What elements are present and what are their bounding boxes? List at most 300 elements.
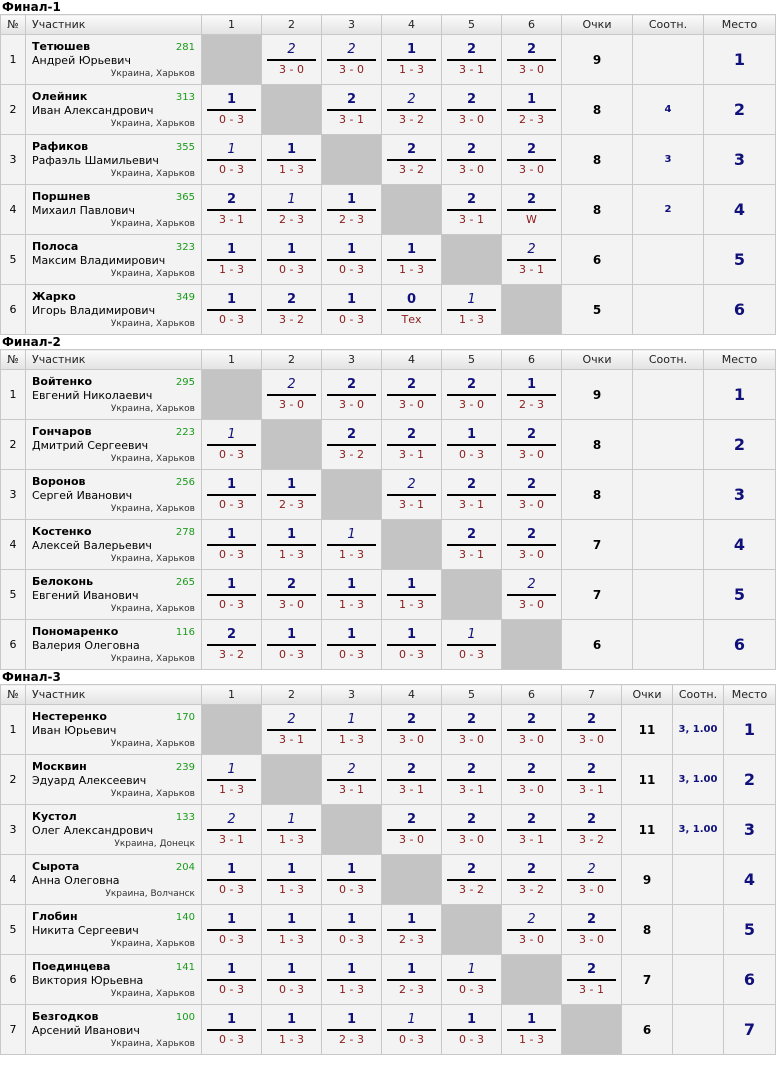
ratio-value [633,620,704,670]
match-points: 2 [526,42,537,57]
match-result-cell[interactable] [322,85,382,135]
match-result-cell[interactable] [562,905,622,955]
player-given-name: Валерия Олеговна [32,639,140,652]
player-cell [26,1005,202,1055]
player-surname[interactable]: Жарко [32,290,76,303]
match-result-cell[interactable] [262,705,322,755]
player-row [1,235,776,285]
self-cell [202,35,262,85]
match-result-cell[interactable] [442,85,502,135]
player-city: Украина, Харьков [110,504,195,514]
match-result-cell[interactable] [322,855,382,905]
match-score: 3 - 2 [579,833,604,846]
match-result-cell[interactable] [382,420,442,470]
match-score: 3 - 0 [399,398,424,411]
results-table [0,14,776,335]
match-points: 1 [346,577,357,592]
self-cell [502,620,562,670]
player-city: Украина, Харьков [110,319,195,329]
player-cell [26,370,202,420]
match-points: 1 [226,92,237,107]
player-city: Украина, Волчанск [105,889,195,899]
match-points: 1 [526,92,537,107]
match-result-cell[interactable] [502,805,562,855]
match-result-cell[interactable] [562,805,622,855]
match-points: 1 [346,627,357,642]
total-points: 9 [622,855,673,905]
match-result-cell[interactable] [382,805,442,855]
match-result-cell[interactable] [322,905,382,955]
player-surname[interactable]: Нестеренко [32,710,107,723]
header-participant: Участник [26,350,202,370]
match-result-cell[interactable] [382,905,442,955]
result-divider [507,829,556,831]
match-result-cell[interactable] [262,620,322,670]
match-result-cell[interactable] [442,855,502,905]
header-place: Место [704,350,776,370]
match-result-cell[interactable] [562,855,622,905]
player-surname[interactable]: Костенко [32,525,92,538]
match-score: 3 - 0 [579,733,604,746]
match-points: 1 [467,962,476,977]
match-result-cell[interactable] [382,570,442,620]
result-divider [567,779,616,781]
result-divider [387,644,436,646]
total-points: 8 [562,470,633,520]
match-result-cell[interactable] [262,470,322,520]
result-divider [207,494,256,496]
match-result-cell[interactable] [502,905,562,955]
match-result-cell[interactable] [382,235,442,285]
match-points: 2 [286,577,297,592]
match-result-cell[interactable] [502,520,562,570]
match-score: 3 - 1 [459,498,484,511]
player-given-name: Евгений Николаевич [32,389,153,402]
player-row [1,705,776,755]
result-divider [447,729,496,731]
header-opponent-col: 6 [502,685,562,705]
player-surname[interactable]: Поршнев [32,190,91,203]
match-score: 3 - 2 [459,883,484,896]
match-result-cell[interactable] [382,955,442,1005]
match-result-cell[interactable] [322,420,382,470]
match-result-cell[interactable] [502,185,562,235]
match-result-cell[interactable] [382,135,442,185]
result-divider [207,209,256,211]
match-result-cell[interactable] [322,755,382,805]
total-points: 11 [622,705,673,755]
player-surname[interactable]: Москвин [32,760,87,773]
match-score: 3 - 0 [459,163,484,176]
row-number: 5 [1,905,26,955]
match-result-cell[interactable] [202,420,262,470]
match-result-cell[interactable] [202,620,262,670]
match-result-cell[interactable] [202,470,262,520]
match-result-cell[interactable] [262,855,322,905]
match-score: 3 - 0 [519,163,544,176]
player-surname[interactable]: Глобин [32,910,78,923]
match-result-cell[interactable] [382,1005,442,1055]
match-score: 3 - 0 [339,398,364,411]
match-score: 0 - 3 [279,648,304,661]
match-score: 3 - 0 [279,398,304,411]
match-result-cell[interactable] [322,520,382,570]
match-points: 2 [287,42,296,57]
match-score: 3 - 0 [279,598,304,611]
match-points: 1 [466,1012,477,1027]
player-given-name: Иван Александрович [32,104,154,117]
ratio-value [673,905,724,955]
match-result-cell[interactable] [502,85,562,135]
match-result-cell[interactable] [382,370,442,420]
match-result-cell[interactable] [442,135,502,185]
match-result-cell[interactable] [322,235,382,285]
player-surname[interactable]: Белоконь [32,575,94,588]
match-score: 3 - 2 [339,448,364,461]
match-result-cell[interactable] [322,570,382,620]
header-opponent-col: 4 [382,15,442,35]
player-surname[interactable]: Войтенко [32,375,93,388]
match-points: 1 [407,1012,416,1027]
result-divider [267,59,316,61]
match-result-cell[interactable] [442,755,502,805]
final-place: 4 [724,855,776,905]
match-score: 1 - 3 [519,1033,544,1046]
match-result-cell[interactable] [442,35,502,85]
match-result-cell[interactable] [202,235,262,285]
ratio-value [633,420,704,470]
match-result-cell[interactable] [502,135,562,185]
ratio-value: 3, 1.00 [673,705,724,755]
total-points: 11 [622,805,673,855]
match-score: 1 - 3 [399,63,424,76]
match-score: 3 - 2 [519,883,544,896]
final-place: 4 [704,520,776,570]
result-divider [267,929,316,931]
match-points: 2 [406,142,417,157]
match-result-cell[interactable] [202,85,262,135]
player-surname[interactable]: Олейник [32,90,88,103]
match-result-cell[interactable] [502,705,562,755]
match-result-cell[interactable] [502,35,562,85]
match-result-cell[interactable] [202,905,262,955]
result-divider [267,979,316,981]
match-points: 1 [526,377,537,392]
ratio-value [633,570,704,620]
match-score: 3 - 0 [519,783,544,796]
match-score: 3 - 0 [399,833,424,846]
header-place: Место [724,685,776,705]
match-result-cell[interactable] [382,705,442,755]
match-result-cell[interactable] [262,905,322,955]
group-title: Финал-2 [2,335,61,349]
row-number: 5 [1,235,26,285]
result-divider [447,829,496,831]
match-score: 1 - 3 [399,598,424,611]
player-given-name: Евгений Иванович [32,589,139,602]
ratio-value [633,285,704,335]
match-result-cell[interactable] [502,570,562,620]
result-divider [507,594,556,596]
match-result-cell[interactable] [442,520,502,570]
player-given-name: Игорь Владимирович [32,304,156,317]
match-score: 3 - 0 [459,833,484,846]
result-divider [207,444,256,446]
player-surname[interactable]: Гончаров [32,425,92,438]
row-number: 4 [1,855,26,905]
result-divider [267,309,316,311]
match-result-cell[interactable] [502,420,562,470]
match-score: 0 - 3 [399,648,424,661]
match-result-cell[interactable] [442,370,502,420]
player-row [1,85,776,135]
match-result-cell[interactable] [442,285,502,335]
result-divider [447,779,496,781]
match-result-cell[interactable] [262,35,322,85]
match-result-cell[interactable] [562,955,622,1005]
player-given-name: Максим Владимирович [32,254,166,267]
player-city: Украина, Харьков [110,1039,195,1049]
match-result-cell[interactable] [202,135,262,185]
total-points: 8 [562,420,633,470]
match-score: 2 - 3 [399,983,424,996]
match-result-cell[interactable] [262,570,322,620]
result-divider [507,1029,556,1031]
match-result-cell[interactable] [262,135,322,185]
player-surname[interactable]: Рафиков [32,140,89,153]
match-score: 3 - 0 [459,398,484,411]
player-cell [26,185,202,235]
player-surname[interactable]: Сырота [32,860,80,873]
match-result-cell[interactable] [442,705,502,755]
result-divider [447,59,496,61]
result-divider [327,929,376,931]
match-result-cell[interactable] [382,85,442,135]
match-result-cell[interactable] [202,570,262,620]
match-result-cell[interactable] [502,235,562,285]
player-surname[interactable]: Пономаренко [32,625,119,638]
match-points: 2 [406,427,417,442]
match-result-cell[interactable] [322,370,382,420]
header-participant: Участник [26,15,202,35]
match-result-cell[interactable] [202,185,262,235]
match-score: 3 - 0 [459,113,484,126]
player-surname[interactable]: Тетюшев [32,40,91,53]
match-score: 3 - 1 [459,213,484,226]
match-result-cell[interactable] [382,620,442,670]
match-points: 2 [226,627,237,642]
match-result-cell[interactable] [502,1005,562,1055]
result-divider [507,259,556,261]
match-result-cell[interactable] [442,805,502,855]
match-score: 0 - 3 [279,263,304,276]
match-result-cell[interactable] [202,955,262,1005]
player-surname[interactable]: Безгодков [32,1010,99,1023]
match-result-cell[interactable] [202,520,262,570]
player-city: Украина, Харьков [110,989,195,999]
match-result-cell[interactable] [502,755,562,805]
match-points: 2 [347,762,356,777]
match-score: 1 - 3 [339,598,364,611]
player-rating: 116 [175,627,195,638]
result-divider [327,1029,376,1031]
match-score: 0 - 3 [219,448,244,461]
ratio-value [633,520,704,570]
result-divider [387,444,436,446]
result-divider [207,594,256,596]
row-number: 1 [1,705,26,755]
row-number: 4 [1,520,26,570]
match-points: 1 [286,527,297,542]
match-points: 1 [406,42,417,57]
result-divider [267,644,316,646]
match-result-cell[interactable] [442,620,502,670]
match-result-cell[interactable] [442,1005,502,1055]
match-result-cell[interactable] [202,755,262,805]
row-number: 2 [1,85,26,135]
group-title: Финал-1 [2,0,61,14]
player-surname[interactable]: Кустол [32,810,77,823]
match-score: 3 - 2 [279,313,304,326]
match-points: 1 [466,427,477,442]
match-result-cell[interactable] [442,470,502,520]
match-points: 2 [407,92,416,107]
header-opponent-col: 5 [442,15,502,35]
match-result-cell[interactable] [442,420,502,470]
match-result-cell[interactable] [262,370,322,420]
final-place: 3 [704,470,776,520]
player-city: Украина, Харьков [110,939,195,949]
match-score: 0 - 3 [279,983,304,996]
match-result-cell[interactable] [202,855,262,905]
header-num: № [1,350,26,370]
match-score: 3 - 0 [519,733,544,746]
match-score: 0 - 3 [219,598,244,611]
result-divider [267,494,316,496]
player-city: Украина, Донецк [114,839,195,849]
match-result-cell[interactable] [262,805,322,855]
final-place: 3 [704,135,776,185]
ratio-value [673,1005,724,1055]
match-points: 1 [286,627,297,642]
match-result-cell[interactable] [262,185,322,235]
match-result-cell[interactable] [322,35,382,85]
match-result-cell[interactable] [322,955,382,1005]
match-result-cell[interactable] [322,1005,382,1055]
ratio-value: 3, 1.00 [673,755,724,805]
result-divider [207,259,256,261]
match-result-cell[interactable] [562,755,622,805]
row-number: 6 [1,620,26,670]
self-cell [382,855,442,905]
match-result-cell[interactable] [322,285,382,335]
player-row [1,470,776,520]
match-score: 3 - 1 [519,833,544,846]
match-result-cell[interactable] [322,185,382,235]
match-result-cell[interactable] [382,755,442,805]
match-result-cell[interactable] [502,855,562,905]
result-divider [207,309,256,311]
match-result-cell[interactable] [442,185,502,235]
ratio-value [633,370,704,420]
match-result-cell[interactable] [502,370,562,420]
match-points: 2 [406,712,417,727]
match-score: 3 - 0 [279,63,304,76]
row-number: 6 [1,955,26,1005]
match-points: 2 [407,477,416,492]
match-result-cell[interactable] [262,235,322,285]
self-cell [502,285,562,335]
result-divider [387,59,436,61]
player-cell [26,620,202,670]
match-points: 1 [286,142,297,157]
result-divider [447,109,496,111]
player-rating: 313 [175,92,195,103]
match-points: 1 [286,962,297,977]
player-cell [26,855,202,905]
match-result-cell[interactable] [442,955,502,1005]
match-points: 0 [406,292,417,307]
match-score: 1 - 3 [279,883,304,896]
match-score: 3 - 0 [519,448,544,461]
ratio-value: 3 [633,135,704,185]
match-score: 1 - 3 [339,983,364,996]
player-surname[interactable]: Воронов [32,475,86,488]
result-divider [327,309,376,311]
player-surname[interactable]: Полоса [32,240,79,253]
match-result-cell[interactable] [562,705,622,755]
match-result-cell[interactable] [382,285,442,335]
match-points: 2 [466,762,477,777]
player-rating: 140 [175,912,195,923]
match-result-cell[interactable] [202,285,262,335]
final-place: 1 [704,370,776,420]
result-divider [447,644,496,646]
row-number: 3 [1,470,26,520]
match-result-cell[interactable] [262,1005,322,1055]
match-score: 3 - 1 [279,733,304,746]
match-result-cell[interactable] [202,1005,262,1055]
match-result-cell[interactable] [322,705,382,755]
match-result-cell[interactable] [502,470,562,520]
match-result-cell[interactable] [382,35,442,85]
match-score: 3 - 1 [399,783,424,796]
match-result-cell[interactable] [262,955,322,1005]
player-row [1,285,776,335]
match-result-cell[interactable] [382,470,442,520]
header-ratio: Соотн. [633,15,704,35]
result-divider [327,644,376,646]
match-score: 3 - 0 [519,933,544,946]
player-city: Украина, Харьков [110,739,195,749]
result-divider [267,879,316,881]
match-points: 1 [467,627,476,642]
match-result-cell[interactable] [322,620,382,670]
match-result-cell[interactable] [262,285,322,335]
player-city: Украина, Харьков [110,789,195,799]
player-surname[interactable]: Поединцева [32,960,111,973]
match-score: 3 - 0 [519,63,544,76]
result-divider [447,1029,496,1031]
player-cell [26,85,202,135]
result-divider [207,1029,256,1031]
match-result-cell[interactable] [262,520,322,570]
match-result-cell[interactable] [202,805,262,855]
player-city: Украина, Харьков [110,269,195,279]
total-points: 9 [562,35,633,85]
results-table [0,684,776,1055]
match-points: 2 [346,377,357,392]
